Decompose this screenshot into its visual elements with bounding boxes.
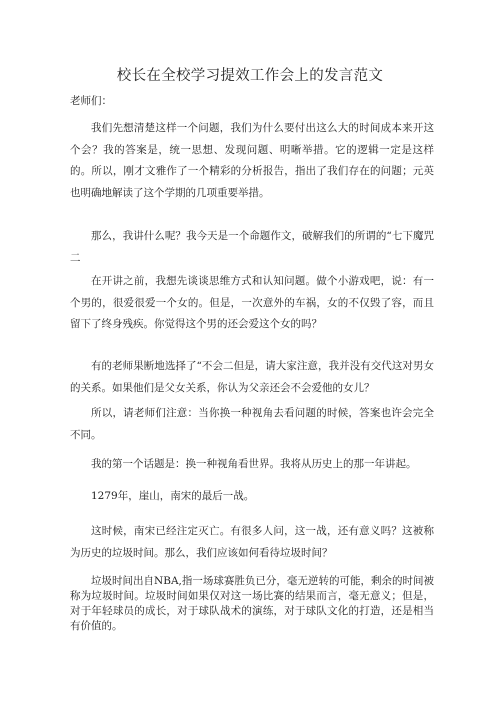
body-paragraph: 我们先想清楚这样一个问题，我们为什么要付出这么大的时间成本来开这个会？我的答案是，统一思想、发现问题、明晰举措。它的逻辑一定是这样的。所以，刚才文雅作了一个精彩的分析报告，指出了我们存在的问题；元英也明确地解读了这个学期的几项重要举措。 (70, 122, 434, 199)
body-paragraph: 有的老师果断地选择了“不会二但是，请大家注意，我并没有交代这对男女的关系。如果他们是父女关系，你认为父亲还会不会爱他的女儿？ (70, 360, 434, 394)
body-paragraph: 1279年，崖山，南宋的最后一战。 (91, 490, 255, 502)
body-paragraph: 我的第一个话题是：换一种视角看世界。我将从历史上的那一年讲起。 (91, 458, 417, 470)
body-paragraph: 垃圾时间出自NBA,指一场球赛胜负已分，毫无逆转的可能，剩余的时间被称为垃圾时间。垃圾时间如果仅对这一场比赛的结果而言，毫无意义；但是，对于年轻球员的成长，对于球队战术的演练，对于球队文化的打造，还是相当有价值的。 (70, 575, 434, 632)
body-paragraph: 所以，请老师们注意：当你换一种视角去看问题的时候，答案也许会完全不同。 (70, 407, 434, 441)
salutation-paragraph: 老师们： (70, 95, 112, 107)
body-paragraph: 在开讲之前，我想先谈谈思维方式和认知问题。做个小游戏吧，说：有一个男的，很爱很爱一个女的。但是，一次意外的车祸，女的不仅毁了容，而且留下了终身残疾。你觉得这个男的还会爱这个女的吗？ (70, 275, 434, 330)
document-title: 校长在全校学习提效工作会上的发言范文 (116, 68, 384, 84)
body-paragraph: 那么，我讲什么呢？我今天是一个命题作文，破解我们的所谓的“七下魔咒二 (70, 230, 434, 264)
body-paragraph: 这时候，南宋已经注定灭亡。有很多人问，这一战，还有意义吗？这被称为历史的垃圾时间。那么，我们应该如何看待垃圾时间？ (70, 525, 434, 559)
